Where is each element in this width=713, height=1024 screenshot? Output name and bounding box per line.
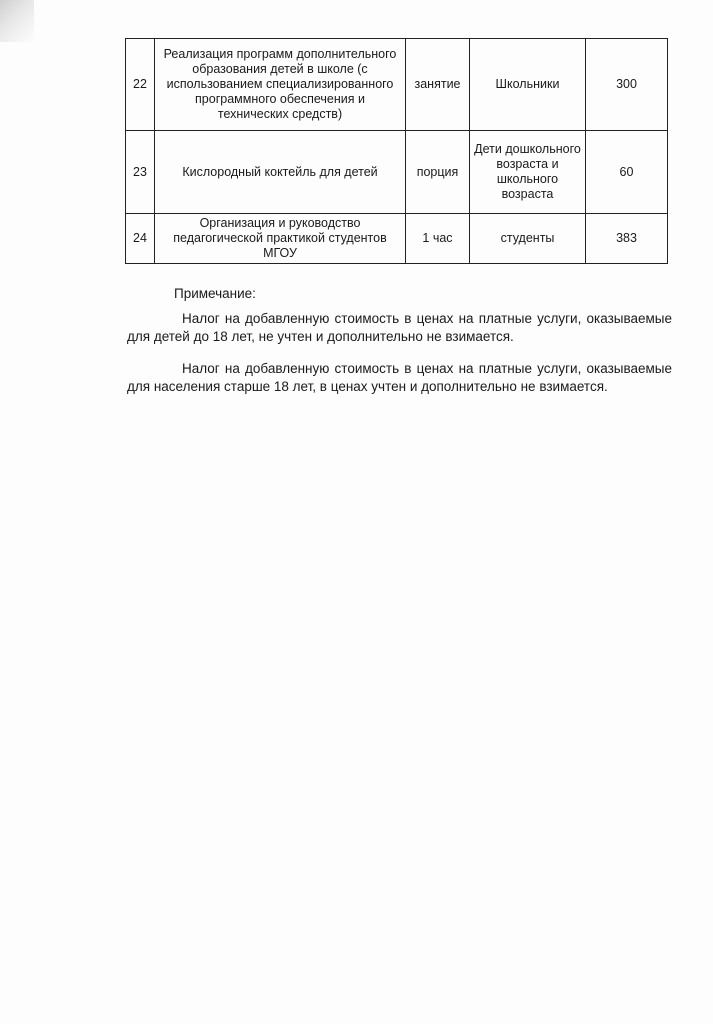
table-row	[126, 131, 668, 214]
note-paragraph-adults: Налог на добавленную стоимость в ценах на платные услуги, оказываемые для населения старше 18 лет, в ценах учтен и дополнительно не взимается.	[127, 361, 672, 394]
service-unit: 1 час	[406, 214, 470, 264]
table-row	[126, 214, 668, 264]
scan-artifact	[0, 0, 34, 42]
service-unit: занятие	[406, 39, 470, 131]
table-row	[126, 39, 668, 131]
price-table	[125, 38, 668, 264]
service-name: Организация и руководство педагогической практикой студентов МГОУ	[155, 214, 406, 264]
service-name: Реализация программ дополнительного образования детей в школе (с использованием специализированного программного обеспечения и технических средств)	[155, 39, 406, 131]
service-name: Кислородный коктейль для детей	[155, 131, 406, 214]
service-price: 383	[586, 214, 668, 264]
service-consumers: студенты	[470, 214, 586, 264]
row-number: 24	[126, 214, 155, 264]
note-paragraph-children: Налог на добавленную стоимость в ценах на платные услуги, оказываемые для детей до 18 лет, не учтен и дополнительно не взимается.	[127, 311, 672, 344]
service-price: 60	[586, 131, 668, 214]
service-unit: порция	[406, 131, 470, 214]
service-consumers: Дети дошкольного возраста и школьного возраста	[470, 131, 586, 214]
row-number: 22	[126, 39, 155, 131]
service-price: 300	[586, 39, 668, 131]
service-consumers: Школьники	[470, 39, 586, 131]
row-number: 23	[126, 131, 155, 214]
note-heading: Примечание:	[174, 286, 256, 301]
